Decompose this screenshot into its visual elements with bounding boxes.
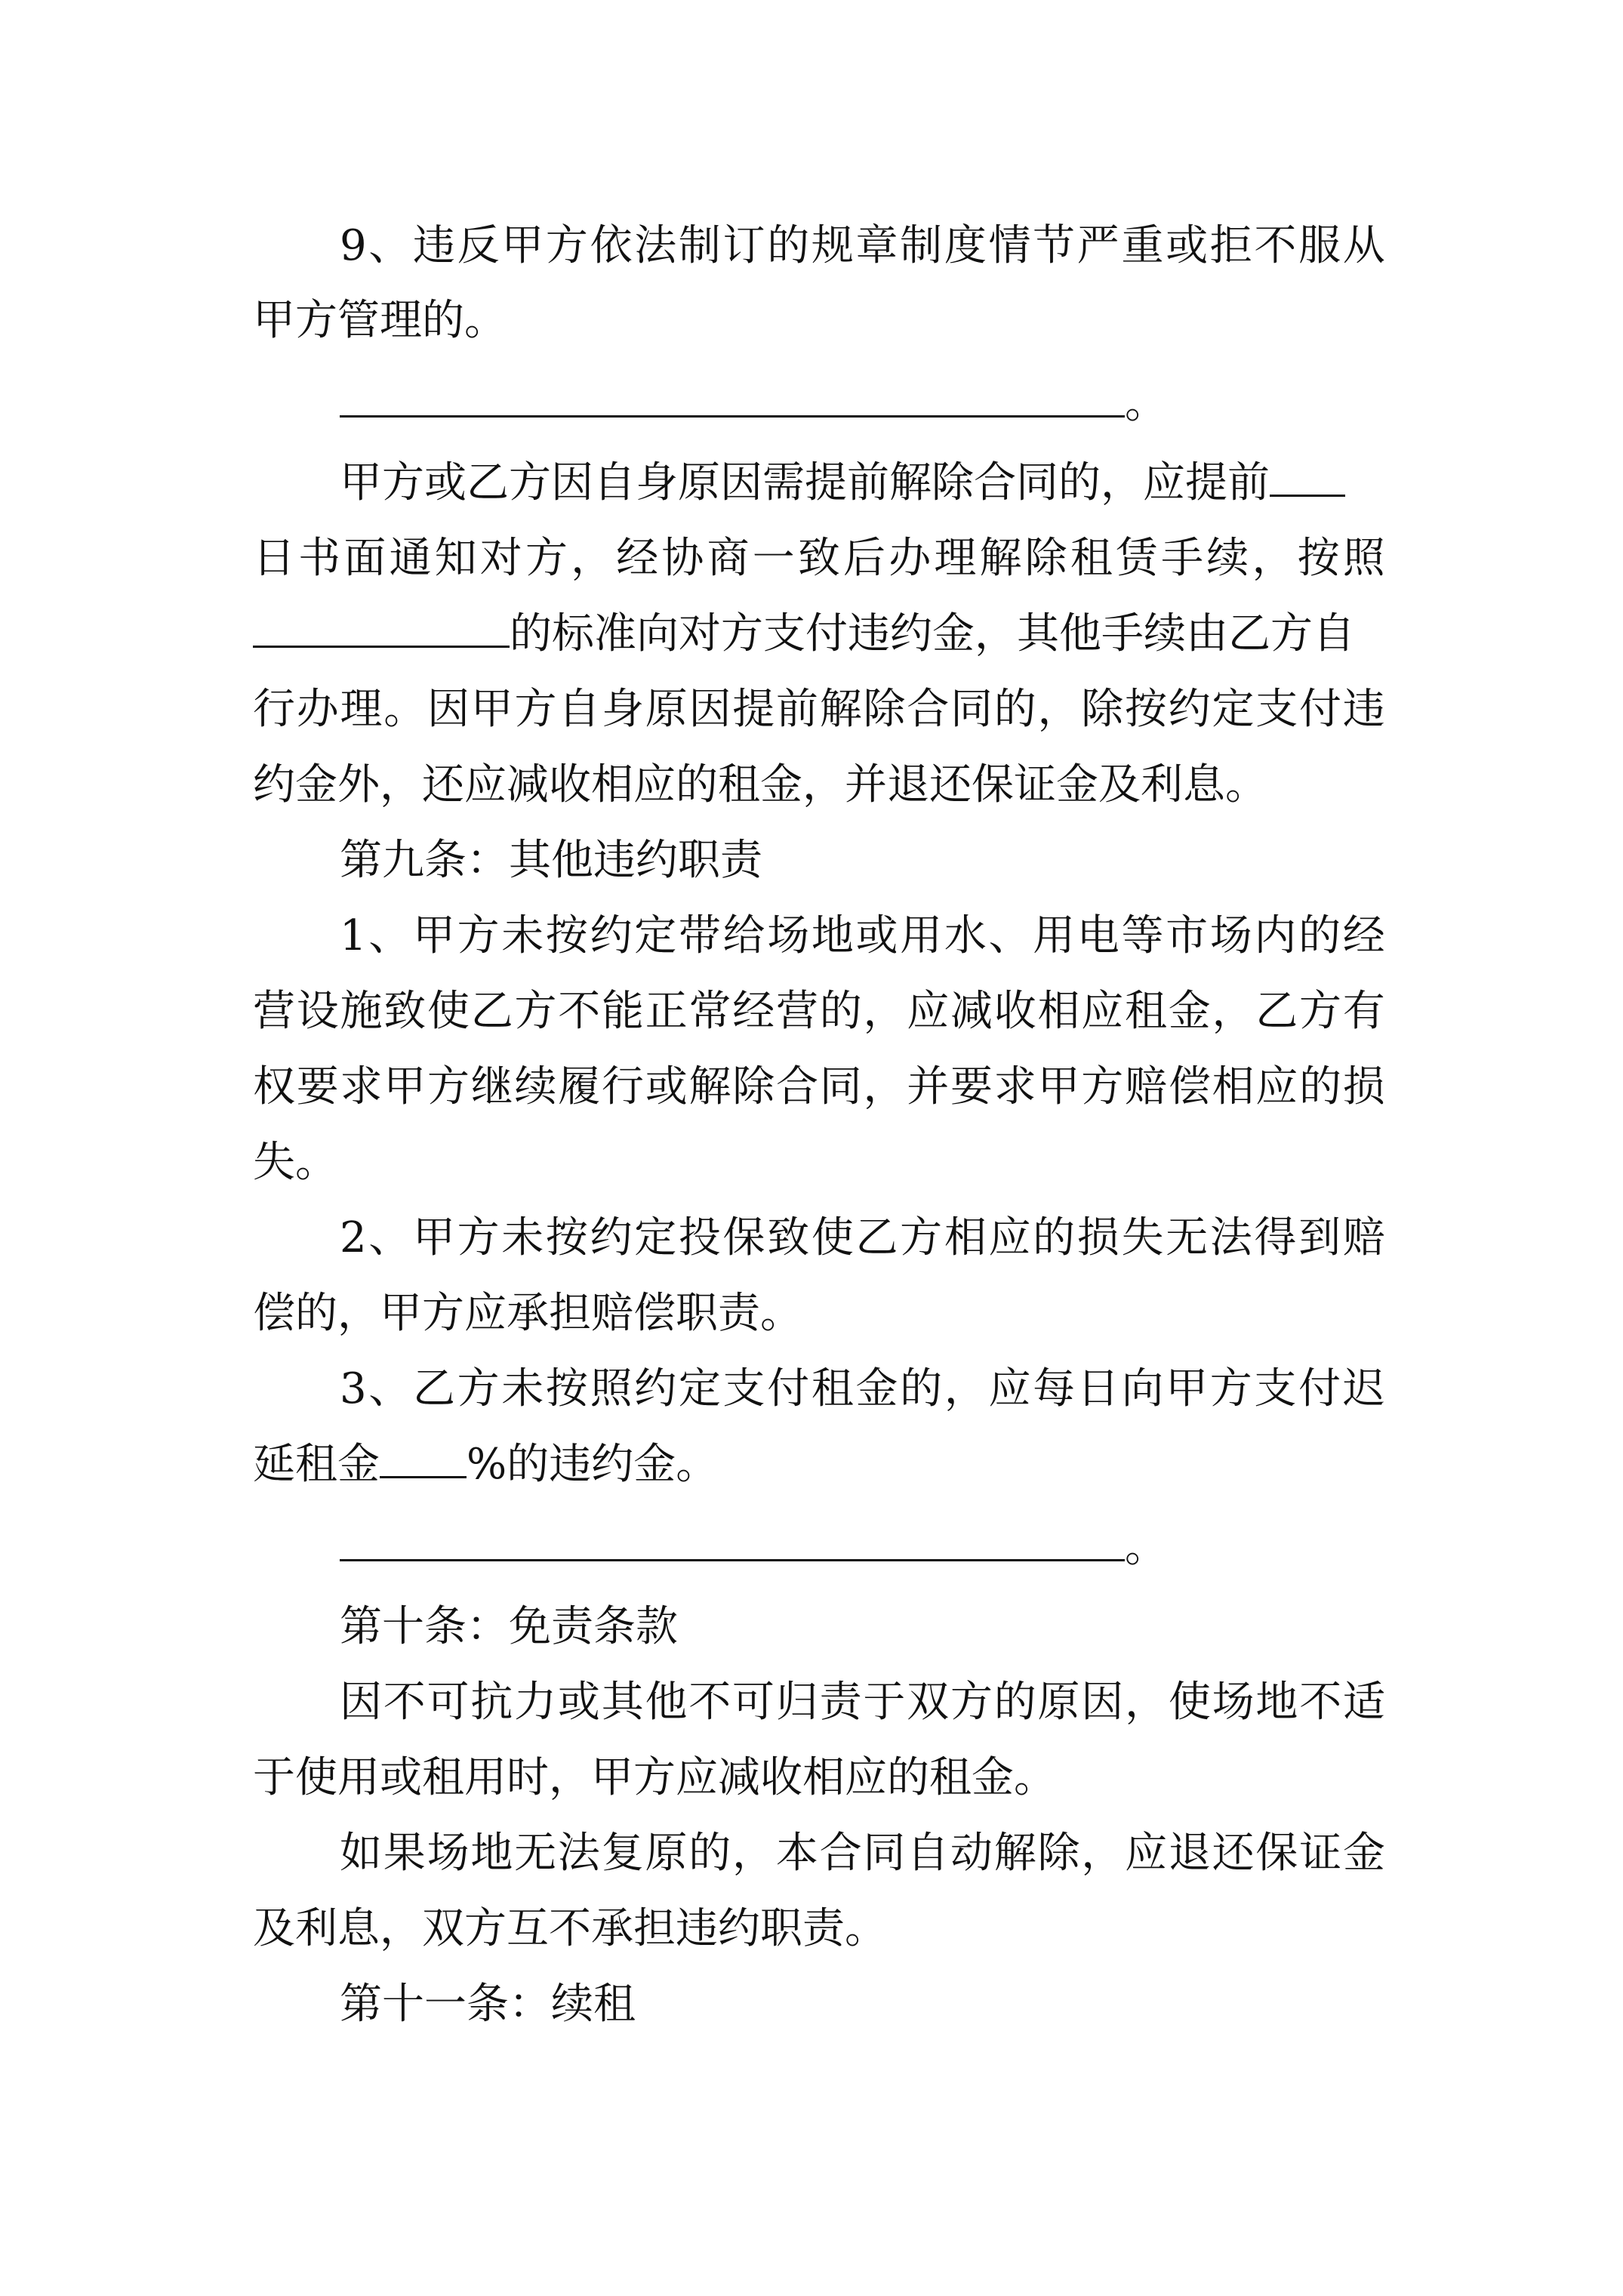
line-text: 延租金 (253, 1440, 380, 1489)
paragraph-line (253, 974, 1623, 1049)
line-text: 权 要 求 甲 方 继 续 履 行 或 解 除 合 同 ， 并 要 求 甲 方 赔 偿 相 应 的 损 (253, 1062, 1385, 1111)
paragraph-line (253, 1427, 1623, 1502)
line-text: 2 、 甲 方 未 按 约 定 投 保 致 使 乙 方 相 应 的 损 失 无 法 得 到 赔 (340, 1213, 1385, 1262)
line-text: 如 果 场 地 无 法 复 原 的 ， 本 合 同 自 动 解 除 ， 应 退 还 保 证 金 (340, 1829, 1385, 1878)
section-heading (340, 1967, 1623, 2042)
paragraph-line (340, 1665, 1623, 1740)
line-text: 失。 (253, 1138, 337, 1187)
heading-text: 第十条：免责条款 (340, 1602, 678, 1651)
paragraph-line (253, 1276, 1623, 1351)
section-heading (340, 823, 1623, 898)
paragraph-line (253, 672, 1623, 747)
blank-underline (253, 600, 510, 648)
paragraph-line (340, 445, 1623, 521)
paragraph-line (340, 208, 1623, 284)
line-text: 因 不 可 抗 力 或 其 他 不 可 归 责 于 双 方 的 原 因 ， 使 场 地 不 适 (340, 1678, 1385, 1727)
line-text: 的标准向对方支付违约金，其他手续由乙方自 (510, 609, 1355, 658)
line-text: 约金外，还应减收相应的租金，并退还保证金及利息。 (253, 760, 1267, 809)
line-text: 甲方管理的。 (253, 296, 507, 345)
paragraph-line (340, 898, 1623, 974)
heading-text: 第十一条：续租 (340, 1980, 636, 2029)
paragraph-line (253, 1891, 1623, 1967)
line-text: 偿的，甲方应承担赔偿职责。 (253, 1289, 802, 1338)
line-text: 营 设 施 致 使 乙 方 不 能 正 常 经 营 的 ， 应 减 收 相 应 租 金 ， 乙 方 有 (253, 987, 1385, 1036)
paragraph-line (253, 596, 1623, 672)
line-text: 及利息，双方互不承担违约职责。 (253, 1904, 887, 1953)
line-text: 1 、 甲 方 未 按 约 定 带 给 场 地 或 用 水 、 用 电 等 市 场 内 的 经 (340, 911, 1385, 960)
paragraph-line (340, 1200, 1623, 1276)
line-text: 行 办 理 。 因 甲 方 自 身 原 因 提 前 解 除 合 同 的 ， 除 按 约 定 支 付 违 (253, 685, 1385, 734)
blank-underline (340, 370, 1125, 418)
blank-underline (380, 1431, 467, 1478)
fill-blank-line (340, 366, 1623, 442)
line-text: 于使用或租用时，甲方应减收相应的租金。 (253, 1753, 1056, 1802)
paragraph-line (253, 747, 1623, 823)
section-heading (340, 1589, 1623, 1665)
line-text: %的违约金。 (467, 1440, 719, 1489)
paragraph-line (253, 521, 1623, 596)
line-text: 3 、 乙 方 未 按 照 约 定 支 付 租 金 的 ， 应 每 日 向 甲 方 支 付 迟 (340, 1364, 1385, 1413)
line-text: 9 、 违 反 甲 方 依 法 制 订 的 规 章 制 度 情 节 严 重 或 拒 不 服 从 (340, 221, 1385, 270)
paragraph-line (253, 283, 1623, 359)
paragraph-line (253, 1125, 1623, 1200)
blank-underline (1270, 449, 1345, 497)
paragraph-line (253, 1740, 1623, 1816)
heading-text: 第九条：其他违约职责 (340, 836, 762, 885)
paragraph-line (340, 1351, 1623, 1427)
blank-underline (340, 1514, 1125, 1561)
line-text: 甲方或乙方因自身原因需提前解除合同的，应提前 (340, 458, 1270, 507)
fill-blank-line (340, 1510, 1623, 1586)
paragraph-line (253, 1049, 1623, 1125)
paragraph-line (340, 1816, 1623, 1891)
line-text: 。 (1125, 1523, 1167, 1572)
line-text: 。 (1125, 379, 1167, 428)
line-text: 日 书 面 通 知 对 方 ， 经 协 商 一 致 后 办 理 解 除 租 赁 手 续 ， 按 照 (253, 534, 1385, 583)
